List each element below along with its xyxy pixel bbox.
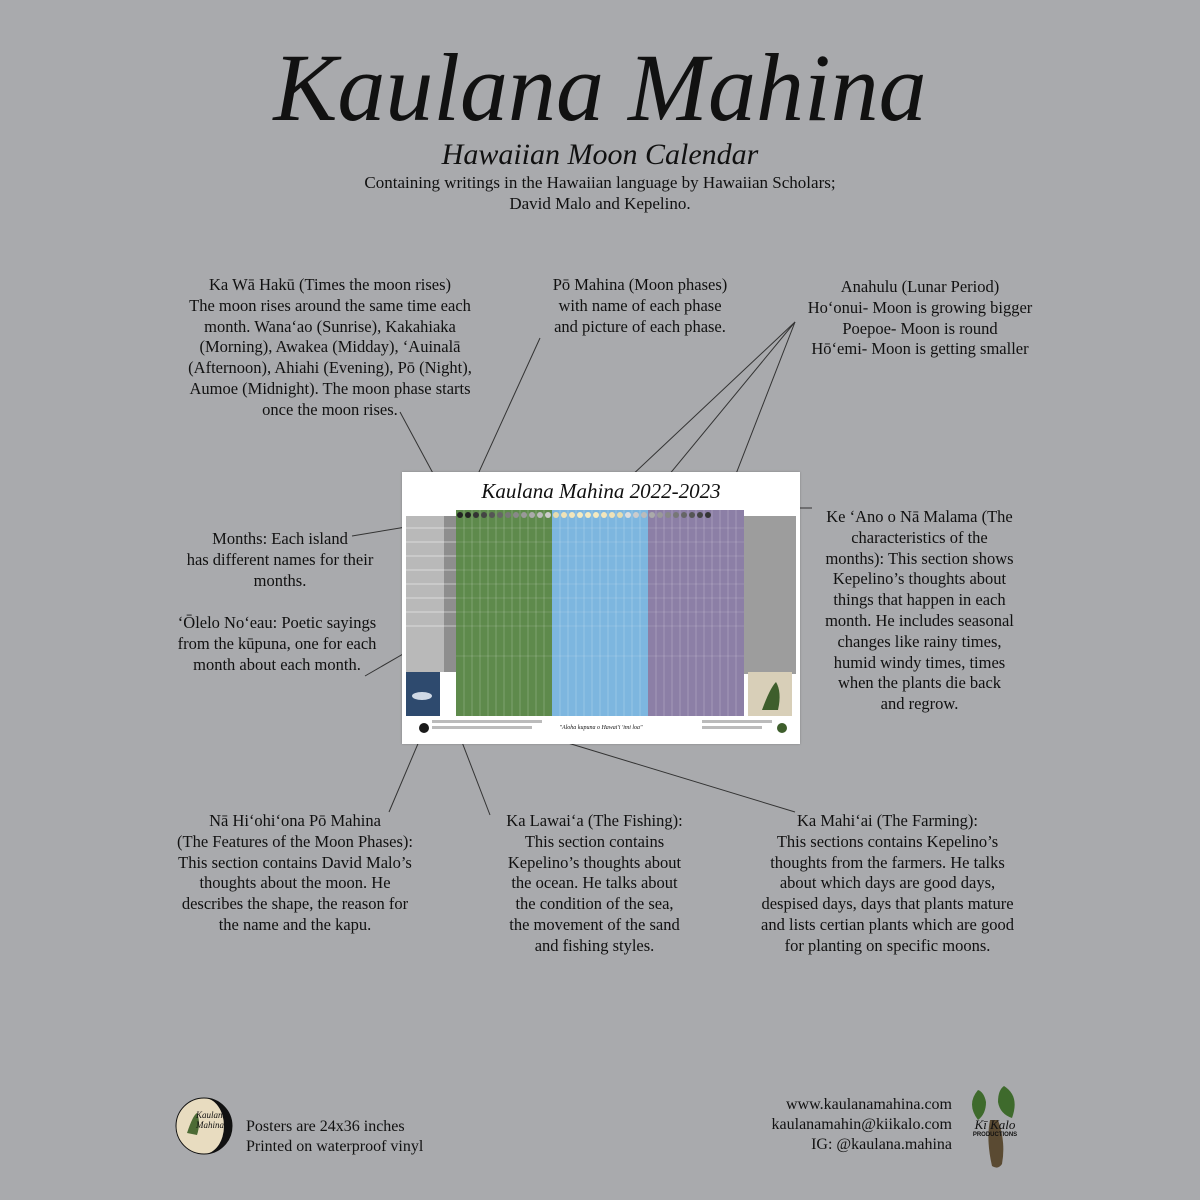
annotation-line: thoughts about the moon. He [199, 873, 391, 893]
annotation-wa-haku [165, 275, 495, 421]
annotation-line: describes the shape, the reason for [181, 894, 409, 914]
intro-line: David Malo and Kepelino. [509, 194, 691, 213]
annotation-line: and fishing styles. [534, 935, 655, 955]
annotation-line: has different names for their [186, 549, 374, 569]
annotation-line: (The Features of the Moon Phases): [177, 831, 413, 851]
footer-contact [720, 1095, 952, 1155]
annotation-line: Hō‘emi- Moon is getting smaller [811, 339, 1029, 359]
logo-right-text: Kī Kalo [974, 1117, 1016, 1132]
annotation-line: Ka Mahi‘ai (The Farming): [797, 811, 978, 830]
annotation-line: the name and the kapu. [218, 914, 372, 934]
poster-title: Kaulana Mahina 2022-2023 [481, 479, 721, 503]
annotation-line: from the kūpuna, one for each [177, 633, 377, 653]
annotation-line: things that happen in each [833, 590, 1006, 610]
annotation-line: Poepoe- Moon is round [842, 318, 998, 338]
annotation-line: Anahulu (Lunar Period) [840, 277, 1000, 296]
annotation-line: This section contains [524, 831, 665, 851]
footer-line: Printed on waterproof vinyl [246, 1138, 424, 1155]
annotation-line: Pō Mahina (Moon phases) [552, 275, 728, 294]
footer-line: Posters are 24x36 inches [246, 1118, 405, 1135]
annotation-line: This section contains David Malo’s [178, 852, 412, 872]
annotation-line: ‘Ōlelo No‘eau: Poetic sayings [177, 613, 377, 632]
annotation-line: about which days are good days, [779, 873, 996, 893]
website-link[interactable]: www.kaulanamahina.com [785, 1096, 952, 1113]
annotation-line: Aumoe (Midnight). The moon phase starts [189, 378, 471, 398]
annotation-line: when the plants die back [837, 673, 1002, 693]
instagram-link[interactable]: IG: @kaulana.mahina [811, 1136, 952, 1153]
annotation-line: month. He includes seasonal [825, 610, 1014, 630]
annotation-ano-malama [812, 507, 1027, 715]
annotation-mahiai [740, 811, 1035, 957]
poster-quote: "Aloha kupuna o Hawai'i 'imi loa" [559, 725, 643, 731]
annotation-line: for planting on specific moons. [784, 935, 991, 955]
annotation-line: Months: Each island [212, 529, 348, 548]
logo-right-subtext: PRODUCTIONS [972, 1132, 1018, 1138]
poster-preview [402, 472, 800, 744]
annotation-line: thoughts from the farmers. He talks [770, 852, 1005, 872]
annotation-line: Ho‘onui- Moon is growing bigger [807, 297, 1033, 317]
annotation-line: Kepelino’s thoughts about [507, 852, 682, 872]
annotation-line: Ke ‘Ano o Nā Malama (The [826, 507, 1013, 526]
annotation-line: with name of each phase [558, 295, 722, 315]
annotation-olelo-noeau [162, 613, 392, 675]
annotation-line: humid windy times, times [833, 652, 1006, 672]
annotation-line: despised days, days that plants mature [761, 894, 1014, 914]
annotation-line: the condition of the sea, [515, 894, 674, 914]
annotation-line: and lists certian plants which are good [761, 914, 1014, 934]
annotation-line: Ka Lawai‘a (The Fishing): [506, 811, 683, 830]
annotation-line: the ocean. He talks about [511, 873, 678, 893]
annotation-anahulu [775, 277, 1065, 360]
annotation-hiohiona [160, 811, 430, 936]
annotation-line: (Afternoon), Ahiahi (Evening), Pō (Night), [188, 358, 472, 378]
logo-left-text: Kaulana Mahina [196, 1110, 228, 1130]
footer-poster-info [246, 1117, 423, 1157]
annotation-lawaia [487, 811, 702, 957]
annotation-line: month. Wana‘ao (Sunrise), Kakahiaka [204, 316, 456, 336]
annotation-line: (Morning), Awakea (Midday), ‘Auinalā [199, 337, 461, 357]
page-title: Kaulana Mahina [273, 34, 927, 141]
annotation-line: the movement of the sand [509, 914, 680, 934]
annotation-line: Nā Hi‘ohi‘ona Pō Mahina [209, 811, 381, 830]
annotation-line: month about each month. [193, 654, 361, 674]
annotation-line: once the moon rises. [262, 399, 398, 419]
annotation-line: and regrow. [880, 694, 959, 714]
annotation-line: and picture of each phase. [554, 316, 726, 336]
poster-calendar-grid [402, 472, 800, 744]
annotation-line: Ka Wā Hakū (Times the moon rises) [209, 275, 451, 294]
annotation-months [170, 529, 390, 591]
annotation-line: months. [253, 570, 307, 590]
annotation-line: The moon rises around the same time each [189, 295, 471, 315]
annotation-po-mahina [530, 275, 750, 337]
annotation-line: characteristics of the [851, 527, 988, 547]
page-subtitle: Hawaiian Moon Calendar [441, 138, 759, 171]
annotation-line: changes like rainy times, [837, 631, 1002, 651]
intro-line: Containing writings in the Hawaiian language by Hawaiian Scholars; [364, 173, 836, 192]
annotation-line: Kepelino’s thoughts about [832, 569, 1007, 589]
email-link[interactable]: kaulanamahin@kiikalo.com [771, 1116, 952, 1133]
annotation-line: This sections contains Kepelino’s [776, 831, 999, 851]
annotation-line: months): This section shows [825, 548, 1014, 568]
